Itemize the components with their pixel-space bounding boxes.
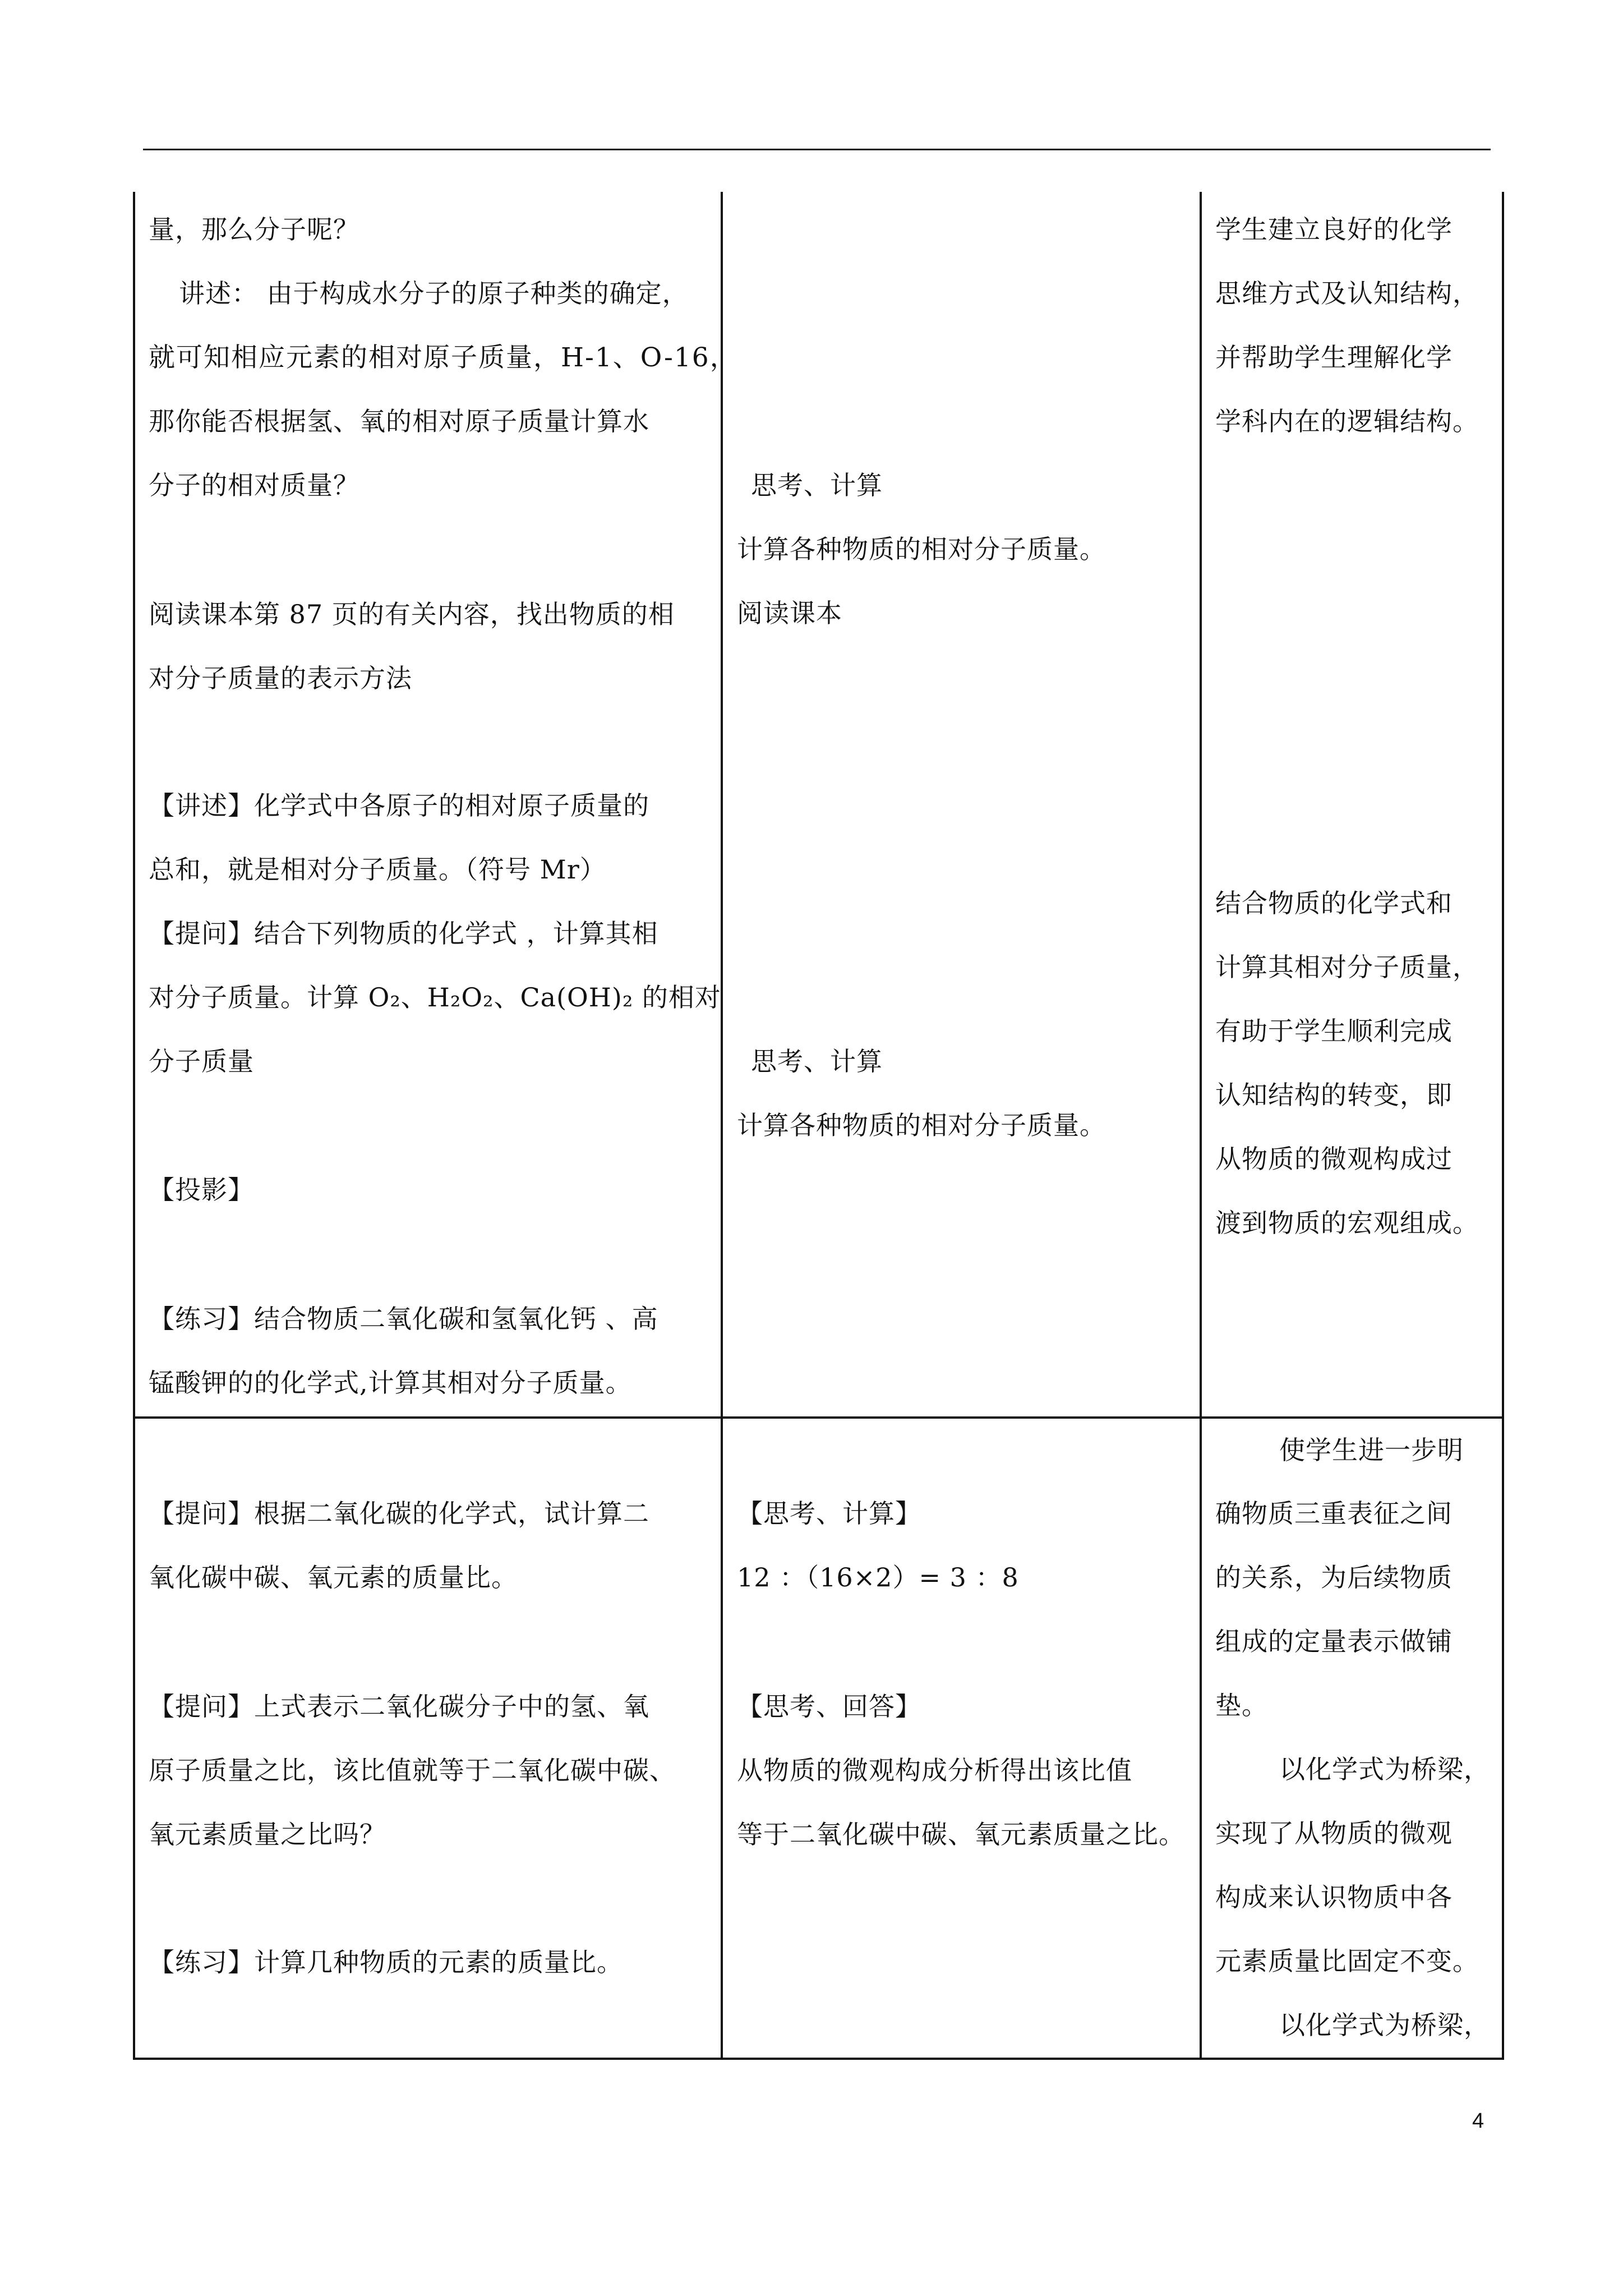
table-bottom-border xyxy=(133,2058,1504,2060)
teacher-line: 【讲述】化学式中各原子的相对原子质量的 xyxy=(149,790,649,821)
student-line: 计算各种物质的相对分子质量。 xyxy=(737,534,1106,564)
teacher-line: 锰酸钾的的化学式,计算其相对分子质量。 xyxy=(149,1368,632,1398)
table-left-border xyxy=(133,192,135,2060)
teacher-line: 氧元素质量之比吗？ xyxy=(149,1819,386,1849)
student-line: 12 ：（16×2）= 3 ：8 xyxy=(737,1562,1019,1593)
student-line: 【思考、回答】 xyxy=(737,1691,921,1722)
teacher-line: 讲述： 由于构成水分子的原子种类的确定， xyxy=(179,278,689,309)
intent-line: 计算其相对分子质量， xyxy=(1215,952,1479,982)
table-right-border xyxy=(1502,192,1504,2060)
table-column-divider-1 xyxy=(721,192,723,2060)
teacher-line: 就可知相应元素的相对原子质量，H-1、O-16， xyxy=(149,342,737,373)
teacher-line: 原子质量之比，该比值就等于二氧化碳中碳、 xyxy=(149,1755,676,1786)
student-line: 计算各种物质的相对分子质量。 xyxy=(737,1110,1106,1140)
teacher-line: 【投影】 xyxy=(149,1175,254,1205)
table-column-divider-2 xyxy=(1200,192,1202,2060)
teacher-line: 氧化碳中碳、氧元素的质量比。 xyxy=(149,1562,518,1593)
teacher-line: 【提问】上式表示二氧化碳分子中的氢、氧 xyxy=(149,1691,649,1722)
intent-line: 垫。 xyxy=(1215,1690,1268,1720)
teacher-line: 量，那么分子呢？ xyxy=(149,214,359,245)
intent-line: 确物质三重表征之间 xyxy=(1215,1498,1453,1529)
intent-line: 渡到物质的宏观组成。 xyxy=(1215,1208,1479,1238)
student-line: 【思考、计算】 xyxy=(737,1498,921,1529)
intent-line: 思维方式及认知结构， xyxy=(1215,278,1479,309)
student-line: 从物质的微观构成分析得出该比值 xyxy=(737,1755,1132,1786)
intent-line: 结合物质的化学式和 xyxy=(1215,888,1453,918)
intent-line: 实现了从物质的微观 xyxy=(1215,1818,1453,1848)
intent-line: 使学生进一步明 xyxy=(1279,1435,1464,1465)
intent-line: 学生建立良好的化学 xyxy=(1215,214,1453,245)
intent-line: 以化学式为桥梁， xyxy=(1279,1754,1490,1784)
intent-line: 构成来认识物质中各 xyxy=(1215,1882,1453,1912)
student-line: 阅读课本 xyxy=(737,598,842,628)
intent-line: 学科内在的逻辑结构。 xyxy=(1215,406,1479,436)
intent-line: 元素质量比固定不变。 xyxy=(1215,1946,1479,1976)
intent-line: 从物质的微观构成过 xyxy=(1215,1144,1453,1174)
teacher-line: 阅读课本第 87 页的有关内容，找出物质的相 xyxy=(149,599,675,629)
teacher-line: 分子的相对质量？ xyxy=(149,470,359,500)
intent-line: 组成的定量表示做铺 xyxy=(1215,1626,1453,1657)
teacher-line: 【练习】结合物质二氧化碳和氢氧化钙 、高 xyxy=(149,1304,658,1334)
teacher-line: 【练习】计算几种物质的元素的质量比。 xyxy=(149,1947,623,1977)
intent-line: 以化学式为桥梁， xyxy=(1279,2010,1490,2040)
student-line: 思考、计算 xyxy=(751,1046,883,1076)
header-rule xyxy=(143,149,1491,150)
intent-line: 有助于学生顺利完成 xyxy=(1215,1016,1453,1046)
teacher-line: 那你能否根据氢、氧的相对原子质量计算水 xyxy=(149,406,649,436)
page-number: 4 xyxy=(1472,2109,1484,2133)
student-line: 等于二氧化碳中碳、氧元素质量之比。 xyxy=(737,1819,1185,1849)
intent-line: 认知结构的转变，即 xyxy=(1215,1080,1453,1110)
teacher-line: 分子质量 xyxy=(149,1046,254,1076)
lesson-table xyxy=(133,192,1504,2060)
teacher-line: 对分子质量的表示方法 xyxy=(149,663,412,693)
intent-line: 并帮助学生理解化学 xyxy=(1215,342,1453,372)
table-row-divider xyxy=(133,1416,1504,1419)
intent-line: 的关系，为后续物质 xyxy=(1215,1562,1453,1593)
student-line: 思考、计算 xyxy=(751,470,883,500)
teacher-line: 对分子质量。计算 O₂、H₂O₂、Ca(OH)₂ 的相对 xyxy=(149,982,721,1013)
teacher-line: 【提问】结合下列物质的化学式 ，计算其相 xyxy=(149,918,658,949)
teacher-line: 总和，就是相对分子质量。（符号 Mr） xyxy=(149,854,606,885)
teacher-line: 【提问】根据二氧化碳的化学式，试计算二 xyxy=(149,1498,649,1529)
